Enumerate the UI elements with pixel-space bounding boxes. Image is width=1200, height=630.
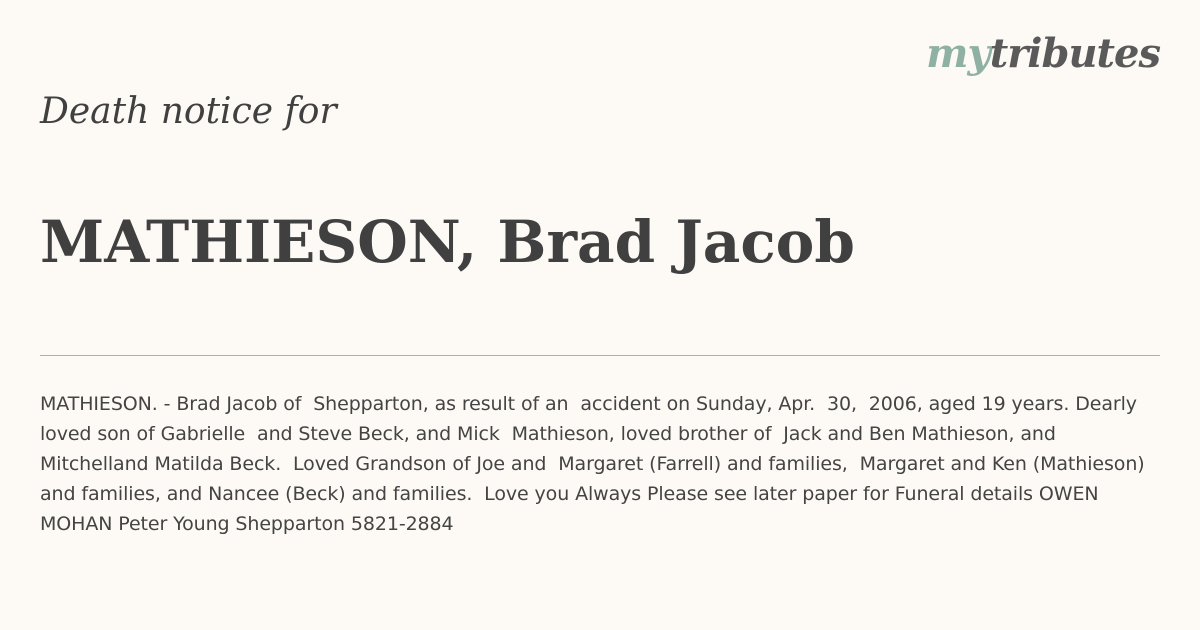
deceased-name: MATHIESON, Brad Jacob — [40, 208, 855, 276]
logo-my-text: my — [926, 30, 990, 77]
logo-tributes-text: tributes — [989, 30, 1160, 77]
death-notice-subtitle: Death notice for — [40, 91, 337, 132]
notice-body-text: MATHIESON. - Brad Jacob of Shepparton, as result of an accident on Sunday, Apr. 30, 2006, aged 19 years. Dearly loved son of Gabrielle and Steve Beck, and Mick Mathieson, loved brother of Jack and Ben Mathieson, and Mitchelland Matilda Beck. Loved Grandson of Joe and Margaret (Farrell) and families, Margaret and Ken (Mathieson) and families, and Nancee (Beck) and families. Love you Always Please see later paper for Funeral details OWEN MOHAN Peter Young Shepparton 5821-2884 — [40, 393, 1157, 535]
divider — [40, 355, 1160, 356]
mytributes-logo[interactable] — [926, 30, 1160, 77]
